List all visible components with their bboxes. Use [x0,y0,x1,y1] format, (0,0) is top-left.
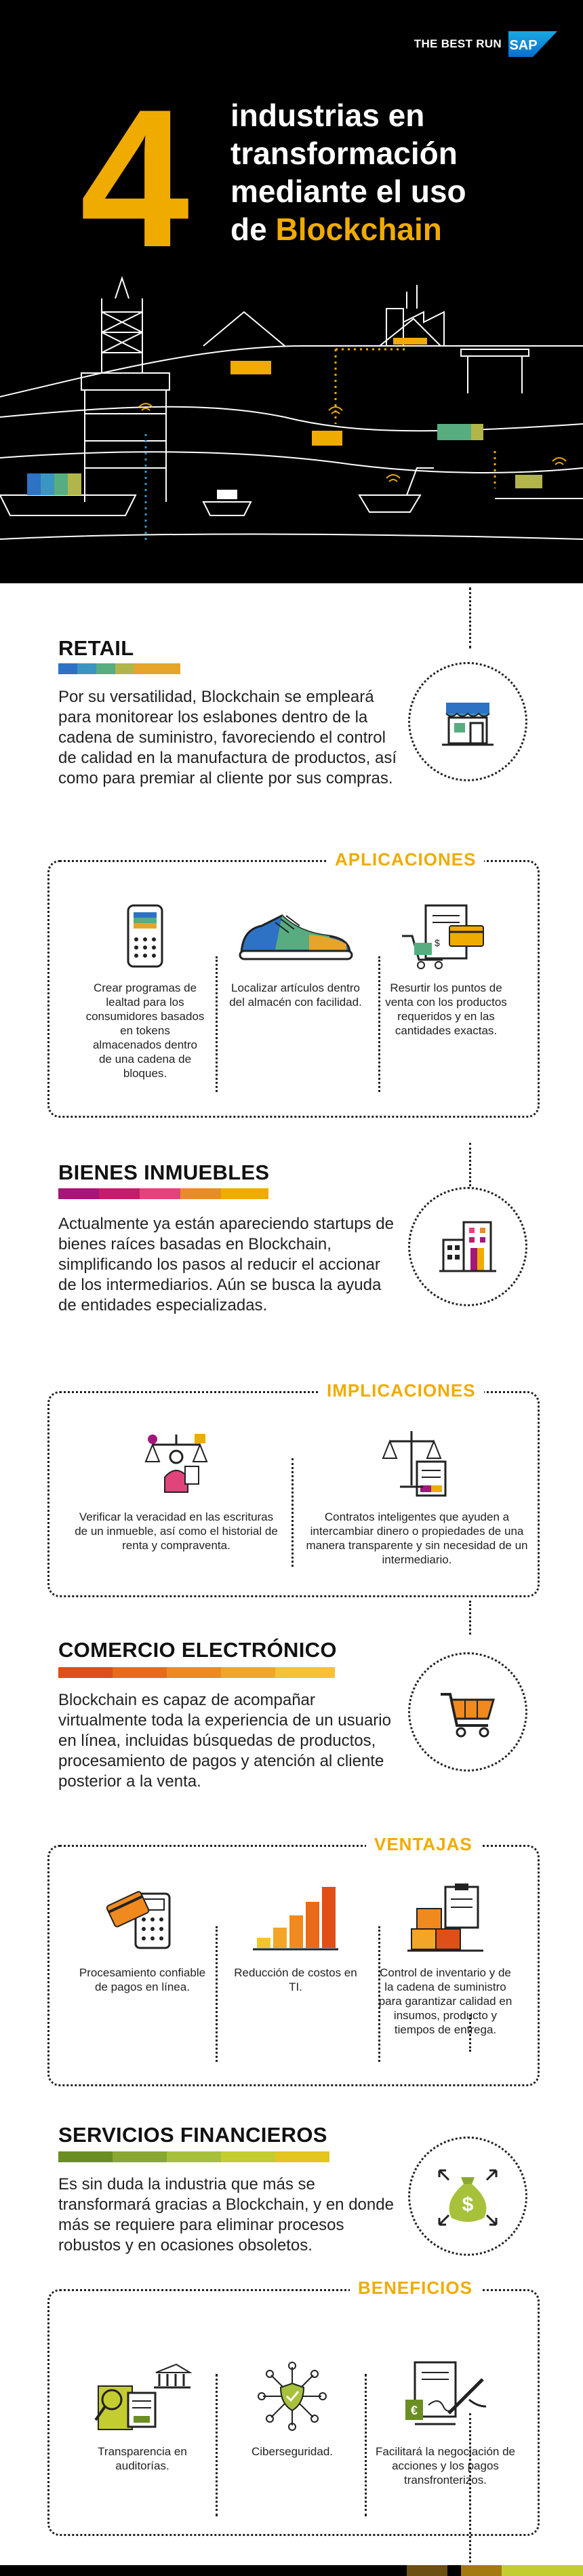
divider [216,1926,218,2062]
sap-logo-icon [508,31,557,57]
svg-text:$: $ [435,937,440,948]
comercio-colorbar [58,1667,335,1678]
bienes-colorbar [58,1188,268,1199]
cart-icon [434,1678,502,1746]
item-text: Verificar la veracidad en las escrituras de un inmueble, así como el historial de renta y compraventa. [75,1510,278,1552]
connector-line [469,587,471,648]
svg-text:$: $ [462,2193,474,2216]
section-description: Por su versatilidad, Blockchain se empleará para monitorear los eslabones dentro de la cadena de suministro, favoreciendo el control de calidad en la manufactura de productos, así como para premiar al cliente por sus compras. [58,688,397,787]
item-text: Crear programas de lealtad para los consumidores basados en tokens almacenados dentro de una cadena de bloques. [85,981,205,1080]
item-text: Contratos inteligentes que ayuden a intercambiar dinero o propiedades de una manera transparente y sin necesidad de un intermediario. [306,1510,528,1566]
hero-banner [0,0,583,583]
section-title: SERVICIOS FINANCIEROS [58,2123,327,2147]
bar-chart-icon [252,1880,340,1955]
list-item [305,1424,529,1567]
list-item [228,902,363,1009]
retail-circle [408,662,527,781]
money-bag-icon [434,2162,502,2230]
page-title [230,96,556,248]
list-item [374,1880,517,2037]
person-scale-icon [139,1424,214,1499]
list-item [75,1424,278,1553]
section-title: BIENES INMUEBLES [58,1160,270,1184]
title-line-4 [230,210,556,248]
box-label: VENTAJAS [366,1834,481,1855]
title-line-3: mediante el uso [230,174,466,209]
invoice-cart-icon [395,902,497,970]
list-item [228,1880,363,1994]
servicios-colorbar [58,2151,329,2162]
store-icon [434,688,502,756]
item-text: Ciberseguridad. [251,2445,333,2458]
title-line-1: industrias en [230,98,425,133]
item-text: Control de inventario y de la cadena de suministro para garantizar calidad en insumos, producto y tiempos de entrega. [378,1966,512,2036]
contract-sign-icon [401,2359,489,2434]
divider [292,1458,294,1567]
divider [365,2374,367,2516]
comercio-circle [408,1652,527,1772]
title-line-2: transformación [230,136,458,171]
contract-scale-icon [380,1424,454,1499]
section-title: COMERCIO ELECTRÓNICO [58,1638,337,1662]
list-item [378,902,514,1038]
sneaker-icon [235,902,357,970]
bienes-circle [408,1187,527,1306]
title-prefix: de [230,212,276,247]
box-label: IMPLICACIONES [319,1380,484,1401]
item-text: Reducción de costos en TI. [234,1966,357,1993]
item-text: Facilitará la negociación de acciones y los pagos transfronterizos. [375,2445,515,2486]
list-item [75,1880,210,1994]
sap-logo-text: SAP [509,38,538,53]
box-label: APLICACIONES [327,849,484,870]
brand-text: THE BEST RUN [414,37,502,50]
section-description: Es sin duda la industria que más se transformará gracias a Blockchain, y en donde más se requiere para eliminar procesos robustos y en ocasiones obsoletos. [58,2175,394,2255]
brand [414,31,557,57]
retail-colorbar [58,663,180,674]
network-shield-icon [255,2359,329,2434]
divider [216,2374,218,2516]
building-icon [434,1213,502,1281]
list-item [85,902,205,1080]
connector-line [469,1601,471,1635]
servicios-circle [408,2136,527,2256]
item-text: Procesamiento confiable de pagos en línea. [79,1966,206,1993]
section-description: Actualmente ya están apareciendo startups de bienes raíces basadas en Blockchain, simplificando los pasos al reducir el accionar de los intermediarios. Aún se busca la ayuda de entidades especializadas. [58,1215,394,1314]
headline-number: 4 [80,69,190,288]
card-terminal-icon [121,902,169,970]
audit-bank-icon [92,2359,193,2434]
list-item [228,2359,357,2459]
industry-landscape-illustration [0,271,583,583]
card-payment-icon [102,1880,183,1955]
boxes-checklist-icon [405,1880,486,1955]
item-text: Transparencia en auditorías. [98,2445,187,2472]
footer-colorbar [0,2565,583,2576]
item-text: Localizar artículos dentro del almacén con facilidad. [229,981,362,1009]
divider [216,956,218,1092]
section-description: Blockchain es capaz de acompañar virtualmente toda la experiencia de un usuario en línea, incluidas búsquedas de productos, procesamiento de pagos y atención al cliente posterior a la venta. [58,1691,391,1791]
box-label: BENEFICIOS [350,2278,481,2299]
list-item [374,2359,517,2487]
item-text: Resurtir los puntos de venta con los productos requeridos y en las cantidades exactas. [385,981,507,1037]
section-title: RETAIL [58,636,134,660]
title-highlight: Blockchain [275,212,442,247]
list-item [75,2359,210,2473]
svg-text:€: € [410,2404,418,2417]
